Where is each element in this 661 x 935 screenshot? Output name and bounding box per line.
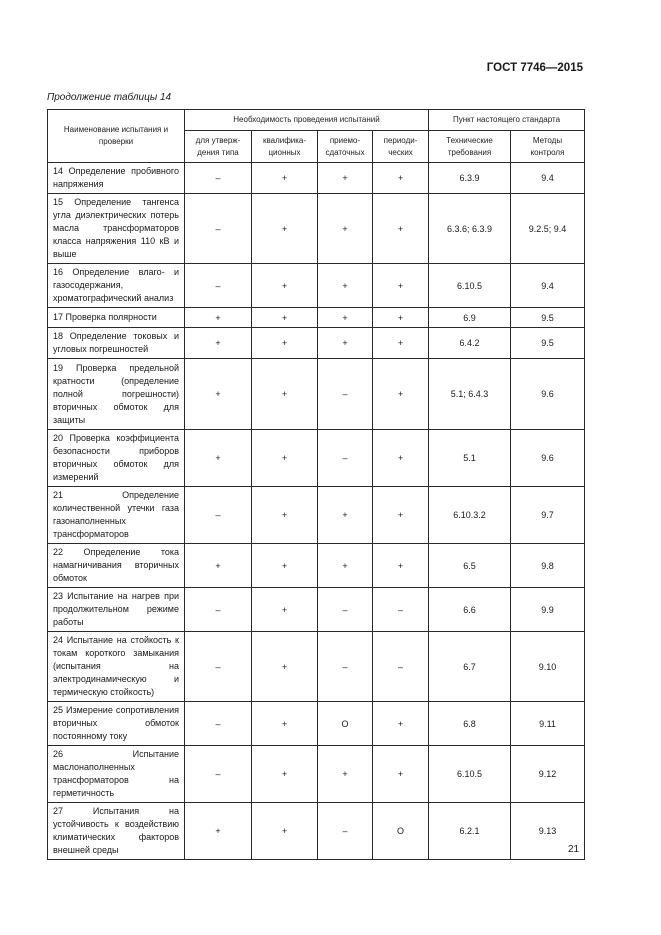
row-type-approval: + [185,803,252,860]
table-row [48,702,585,746]
row-method-clause: 9.10 [511,632,585,702]
row-periodic: – [373,632,429,702]
row-requirement-clause: 6.3.6; 6.3.9 [429,194,511,264]
row-periodic: + [373,328,429,359]
row-requirement-clause: 6.4.2 [429,328,511,359]
header-test-name: Наименование испытания и проверки [48,110,185,163]
row-qualification: + [252,544,318,588]
row-qualification: + [252,702,318,746]
table-row [48,746,585,803]
row-periodic: + [373,746,429,803]
row-acceptance: + [318,308,373,328]
row-acceptance: О [318,702,373,746]
row-test-name: 27 Испытания на устойчивость к воздействию климатических факторов внешней среды [48,803,185,860]
row-periodic: + [373,194,429,264]
row-method-clause: 9.6 [511,430,585,487]
page-number: 21 [568,844,580,855]
row-periodic: + [373,487,429,544]
table-row [48,588,585,632]
header-acceptance: приемо- сдаточных [318,131,373,163]
header-control-methods: Методы контроля [511,131,585,163]
row-qualification: + [252,163,318,194]
row-test-name: 21 Определение количественной утечки газа газонаполненных трансформаторов [48,487,185,544]
row-requirement-clause: 6.9 [429,308,511,328]
row-method-clause: 9.13 [511,803,585,860]
row-method-clause: 9.6 [511,359,585,430]
row-acceptance: – [318,359,373,430]
row-type-approval: + [185,359,252,430]
table-row [48,430,585,487]
row-test-name: 14 Определение пробивного напряжения [48,163,185,194]
row-periodic: О [373,803,429,860]
table-row [48,308,585,328]
tests-table [47,109,585,860]
header-technical-requirements: Технические требования [429,131,511,163]
row-test-name: 22 Определение тока намагничивания вторичных обмоток [48,544,185,588]
row-requirement-clause: 6.10.3.2 [429,487,511,544]
table-row [48,264,585,308]
table-row [48,328,585,359]
row-periodic: + [373,308,429,328]
row-requirement-clause: 6.10.5 [429,746,511,803]
row-periodic: + [373,430,429,487]
table-row [48,544,585,588]
row-test-name: 17 Проверка полярности [48,308,185,328]
table-row [48,359,585,430]
table-row [48,194,585,264]
row-type-approval: – [185,264,252,308]
row-qualification: + [252,430,318,487]
row-type-approval: – [185,632,252,702]
row-type-approval: – [185,588,252,632]
row-periodic: + [373,163,429,194]
row-method-clause: 9.4 [511,163,585,194]
table-row [48,163,585,194]
row-periodic: – [373,588,429,632]
header-tests-necessity: Необходимость проведения испытаний [185,110,429,131]
table-row [48,487,585,544]
row-requirement-clause: 6.8 [429,702,511,746]
row-requirement-clause: 6.3.9 [429,163,511,194]
header-type-approval: для утверж- дения типа [185,131,252,163]
row-requirement-clause: 6.10.5 [429,264,511,308]
row-method-clause: 9.4 [511,264,585,308]
row-acceptance: + [318,163,373,194]
document-code: ГОСТ 7746—2015 [486,62,583,74]
row-requirement-clause: 6.7 [429,632,511,702]
row-method-clause: 9.5 [511,308,585,328]
row-qualification: + [252,308,318,328]
row-type-approval: – [185,163,252,194]
row-test-name: 23 Испытание на нагрев при продолжительном режиме работы [48,588,185,632]
row-acceptance: – [318,632,373,702]
row-type-approval: – [185,487,252,544]
row-method-clause: 9.7 [511,487,585,544]
row-method-clause: 9.2.5; 9.4 [511,194,585,264]
row-acceptance: – [318,803,373,860]
row-acceptance: + [318,487,373,544]
row-acceptance: + [318,194,373,264]
row-acceptance: – [318,430,373,487]
row-method-clause: 9.5 [511,328,585,359]
row-qualification: + [252,588,318,632]
row-method-clause: 9.11 [511,702,585,746]
row-periodic: + [373,702,429,746]
row-periodic: + [373,264,429,308]
row-periodic: + [373,359,429,430]
row-acceptance: + [318,328,373,359]
row-requirement-clause: 6.5 [429,544,511,588]
header-qualification: квалифика- ционных [252,131,318,163]
row-type-approval: + [185,328,252,359]
row-method-clause: 9.9 [511,588,585,632]
row-acceptance: – [318,588,373,632]
row-qualification: + [252,632,318,702]
row-test-name: 16 Определение влаго- и газосодержания, хроматографический анализ [48,264,185,308]
row-test-name: 24 Испытание на стойкость к токам короткого замыкания (испытания на электродинамическую и термическую стойкость) [48,632,185,702]
table-continuation-caption: Продолжение таблицы 14 [47,92,172,103]
row-test-name: 26 Испытание маслонаполненных трансформаторов на герметичность [48,746,185,803]
row-qualification: + [252,487,318,544]
row-test-name: 20 Проверка коэффициента безопасности приборов вторичных обмоток для измерений [48,430,185,487]
header-standard-clause: Пункт настоящего стандарта [429,110,585,131]
row-qualification: + [252,264,318,308]
row-requirement-clause: 5.1; 6.4.3 [429,359,511,430]
row-requirement-clause: 5.1 [429,430,511,487]
row-acceptance: + [318,264,373,308]
row-type-approval: + [185,308,252,328]
row-qualification: + [252,803,318,860]
row-type-approval: + [185,430,252,487]
row-requirement-clause: 6.6 [429,588,511,632]
row-type-approval: – [185,746,252,803]
row-qualification: + [252,328,318,359]
header-periodic: периоди- ческих [373,131,429,163]
row-qualification: + [252,194,318,264]
row-acceptance: + [318,746,373,803]
row-requirement-clause: 6.2.1 [429,803,511,860]
row-type-approval: – [185,702,252,746]
row-type-approval: – [185,194,252,264]
row-qualification: + [252,359,318,430]
row-test-name: 25 Измерение сопротивления вторичных обмоток постоянному току [48,702,185,746]
row-method-clause: 9.8 [511,544,585,588]
row-acceptance: + [318,544,373,588]
row-test-name: 19 Проверка предельной кратности (определение полной погрешности) вторичных обмоток для защиты [48,359,185,430]
row-method-clause: 9.12 [511,746,585,803]
row-test-name: 15 Определение тангенса угла диэлектрических потерь масла трансформаторов класса напряжения 110 кВ и выше [48,194,185,264]
table-row [48,803,585,860]
row-test-name: 18 Определение токовых и угловых погрешностей [48,328,185,359]
row-periodic: + [373,544,429,588]
row-type-approval: + [185,544,252,588]
row-qualification: + [252,746,318,803]
table-row [48,632,585,702]
